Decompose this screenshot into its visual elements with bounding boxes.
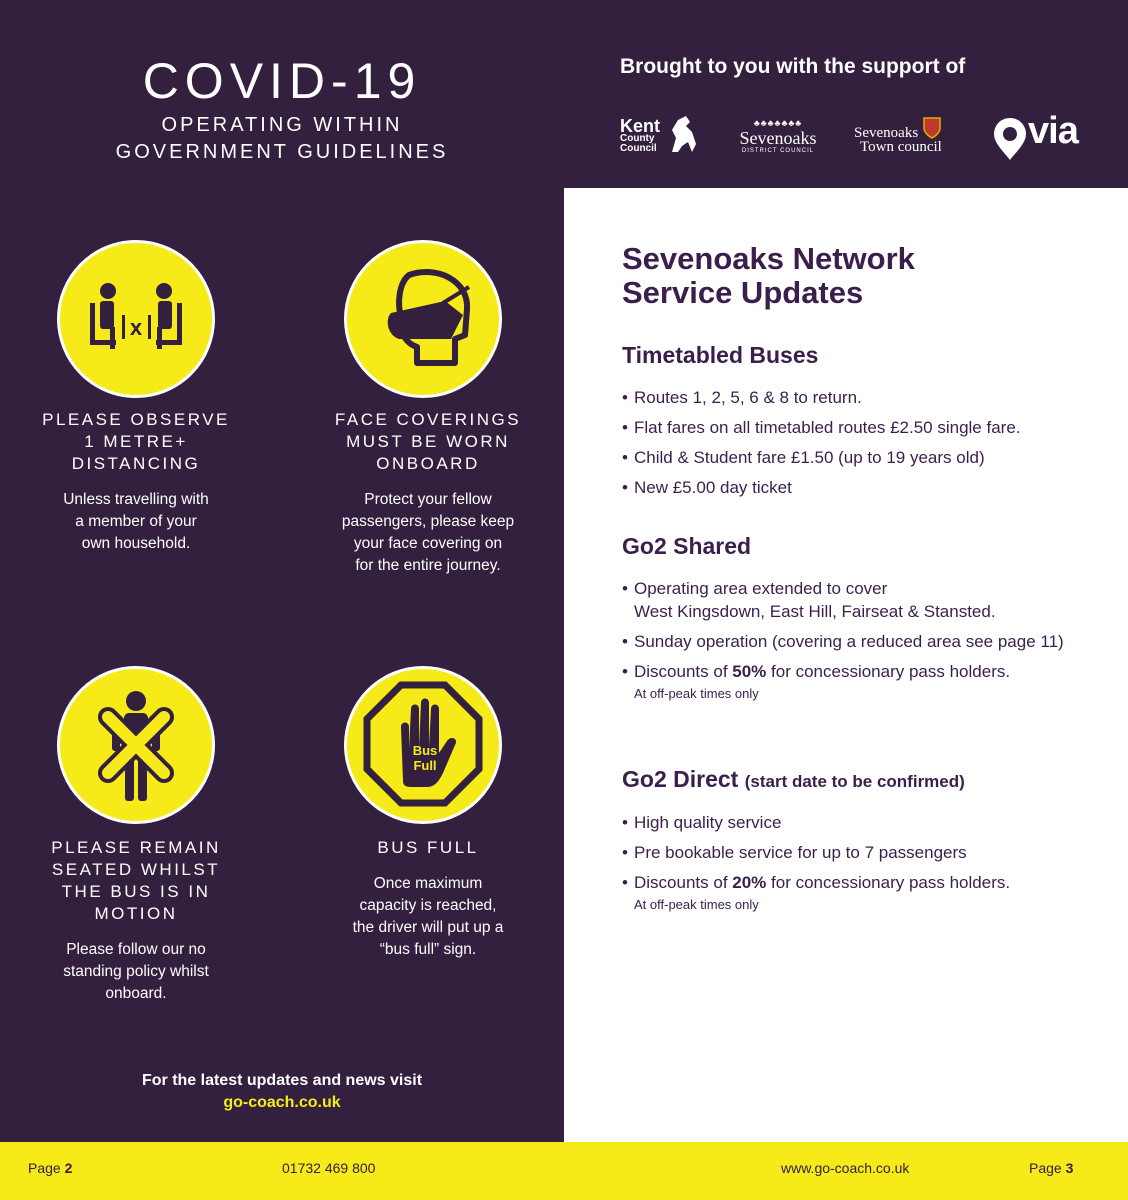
page-number-right: Page 3 bbox=[1029, 1160, 1074, 1176]
website-link[interactable]: www.go-coach.co.uk bbox=[781, 1160, 910, 1176]
via-logo: via bbox=[992, 114, 1084, 169]
sevenoaks-town-council-logo: Sevenoaks Town council bbox=[854, 126, 954, 154]
right-page bbox=[564, 188, 1128, 1142]
sevenoaks-district-council-logo: ♣♣♣♣♣♣♣ Sevenoaks DISTRICT COUNCIL bbox=[739, 118, 817, 154]
left-page bbox=[0, 0, 564, 1142]
svg-text:Bus: Bus bbox=[412, 743, 438, 758]
svg-text:x: x bbox=[129, 315, 143, 340]
latest-updates-note bbox=[0, 1070, 564, 1114]
phone-number: 01732 469 800 bbox=[282, 1160, 376, 1176]
support-banner bbox=[564, 0, 1128, 188]
face-mask-icon bbox=[344, 240, 502, 398]
list-item: • Child & Student fare £1.50 (up to 19 years old) bbox=[622, 446, 1092, 469]
no-standing-icon bbox=[57, 666, 215, 824]
kent-county-council-logo: Kent County Council bbox=[620, 118, 700, 154]
bus-full-text: Once maximum capacity is reached, the driver will put up a “bus full” sign. bbox=[352, 875, 504, 958]
start-date-note: (start date to be confirmed) bbox=[744, 772, 965, 791]
subtitle-line-1: OPERATING WITHIN bbox=[161, 114, 403, 136]
distancing-icon bbox=[57, 240, 215, 398]
list-item: • Routes 1, 2, 5, 6 & 8 to return. bbox=[622, 386, 1092, 409]
list-item: • High quality service bbox=[622, 811, 1092, 834]
list-item: • Sunday operation (covering a reduced area see page 11) bbox=[622, 630, 1092, 653]
list-item: • Discounts of 50% for concessionary pass holders. At off-peak times only bbox=[622, 660, 1092, 703]
timetabled-buses-heading: Timetabled Buses bbox=[622, 342, 819, 368]
list-item: • Flat fares on all timetabled routes £2.50 single fare. bbox=[622, 416, 1092, 439]
covid-subtitle bbox=[0, 112, 564, 166]
go-coach-link[interactable]: go-coach.co.uk bbox=[223, 1094, 341, 1111]
covid-title: COVID-19 bbox=[142, 53, 422, 109]
timetabled-buses-list bbox=[622, 386, 1092, 506]
distancing-text: Unless travelling with a member of your own household. bbox=[63, 491, 209, 552]
remain-seated-caption: PLEASE REMAIN SEATED WHILST THE BUS IS IN MOTION bbox=[51, 838, 221, 923]
remain-seated-text: Please follow our no standing policy whilst onboard. bbox=[63, 941, 209, 1002]
face-coverings-text: Protect your fellow passengers, please keep your face covering on for the entire journey. bbox=[341, 491, 515, 574]
footer-bar bbox=[0, 1142, 1128, 1200]
page-number-left: Page 2 bbox=[28, 1160, 73, 1176]
distancing-caption: PLEASE OBSERVE 1 METRE+ DISTANCING bbox=[42, 410, 230, 473]
bus-full-caption: BUS FULL bbox=[377, 838, 479, 857]
go2-direct-heading: Go2 Direct (start date to be confirmed) bbox=[622, 766, 965, 792]
subtitle-line-2: GOVERNMENT GUIDELINES bbox=[115, 141, 449, 163]
list-item: • New £5.00 day ticket bbox=[622, 476, 1092, 499]
list-item: • Operating area extended to cover West Kingsdown, East Hill, Fairseat & Stansted. bbox=[622, 577, 1092, 623]
off-peak-note: At off-peak times only bbox=[634, 897, 759, 912]
list-item: • Discounts of 20% for concessionary pass holders. At off-peak times only bbox=[622, 871, 1092, 914]
svg-text:Full: Full bbox=[413, 758, 437, 773]
face-coverings-caption: FACE COVERINGS MUST BE WORN ONBOARD bbox=[334, 410, 522, 473]
bus-full-hand-icon bbox=[344, 666, 502, 824]
list-item: • Pre bookable service for up to 7 passengers bbox=[622, 841, 1092, 864]
go2-direct-list bbox=[622, 811, 1092, 921]
service-updates-title: Sevenoaks Network Service Updates bbox=[622, 241, 915, 310]
visit-text: For the latest updates and news visit bbox=[141, 1072, 423, 1089]
go2-shared-heading: Go2 Shared bbox=[622, 533, 752, 559]
go2-shared-list bbox=[622, 577, 1092, 710]
off-peak-note: At off-peak times only bbox=[634, 686, 759, 701]
support-heading: Brought to you with the support of bbox=[620, 55, 966, 78]
